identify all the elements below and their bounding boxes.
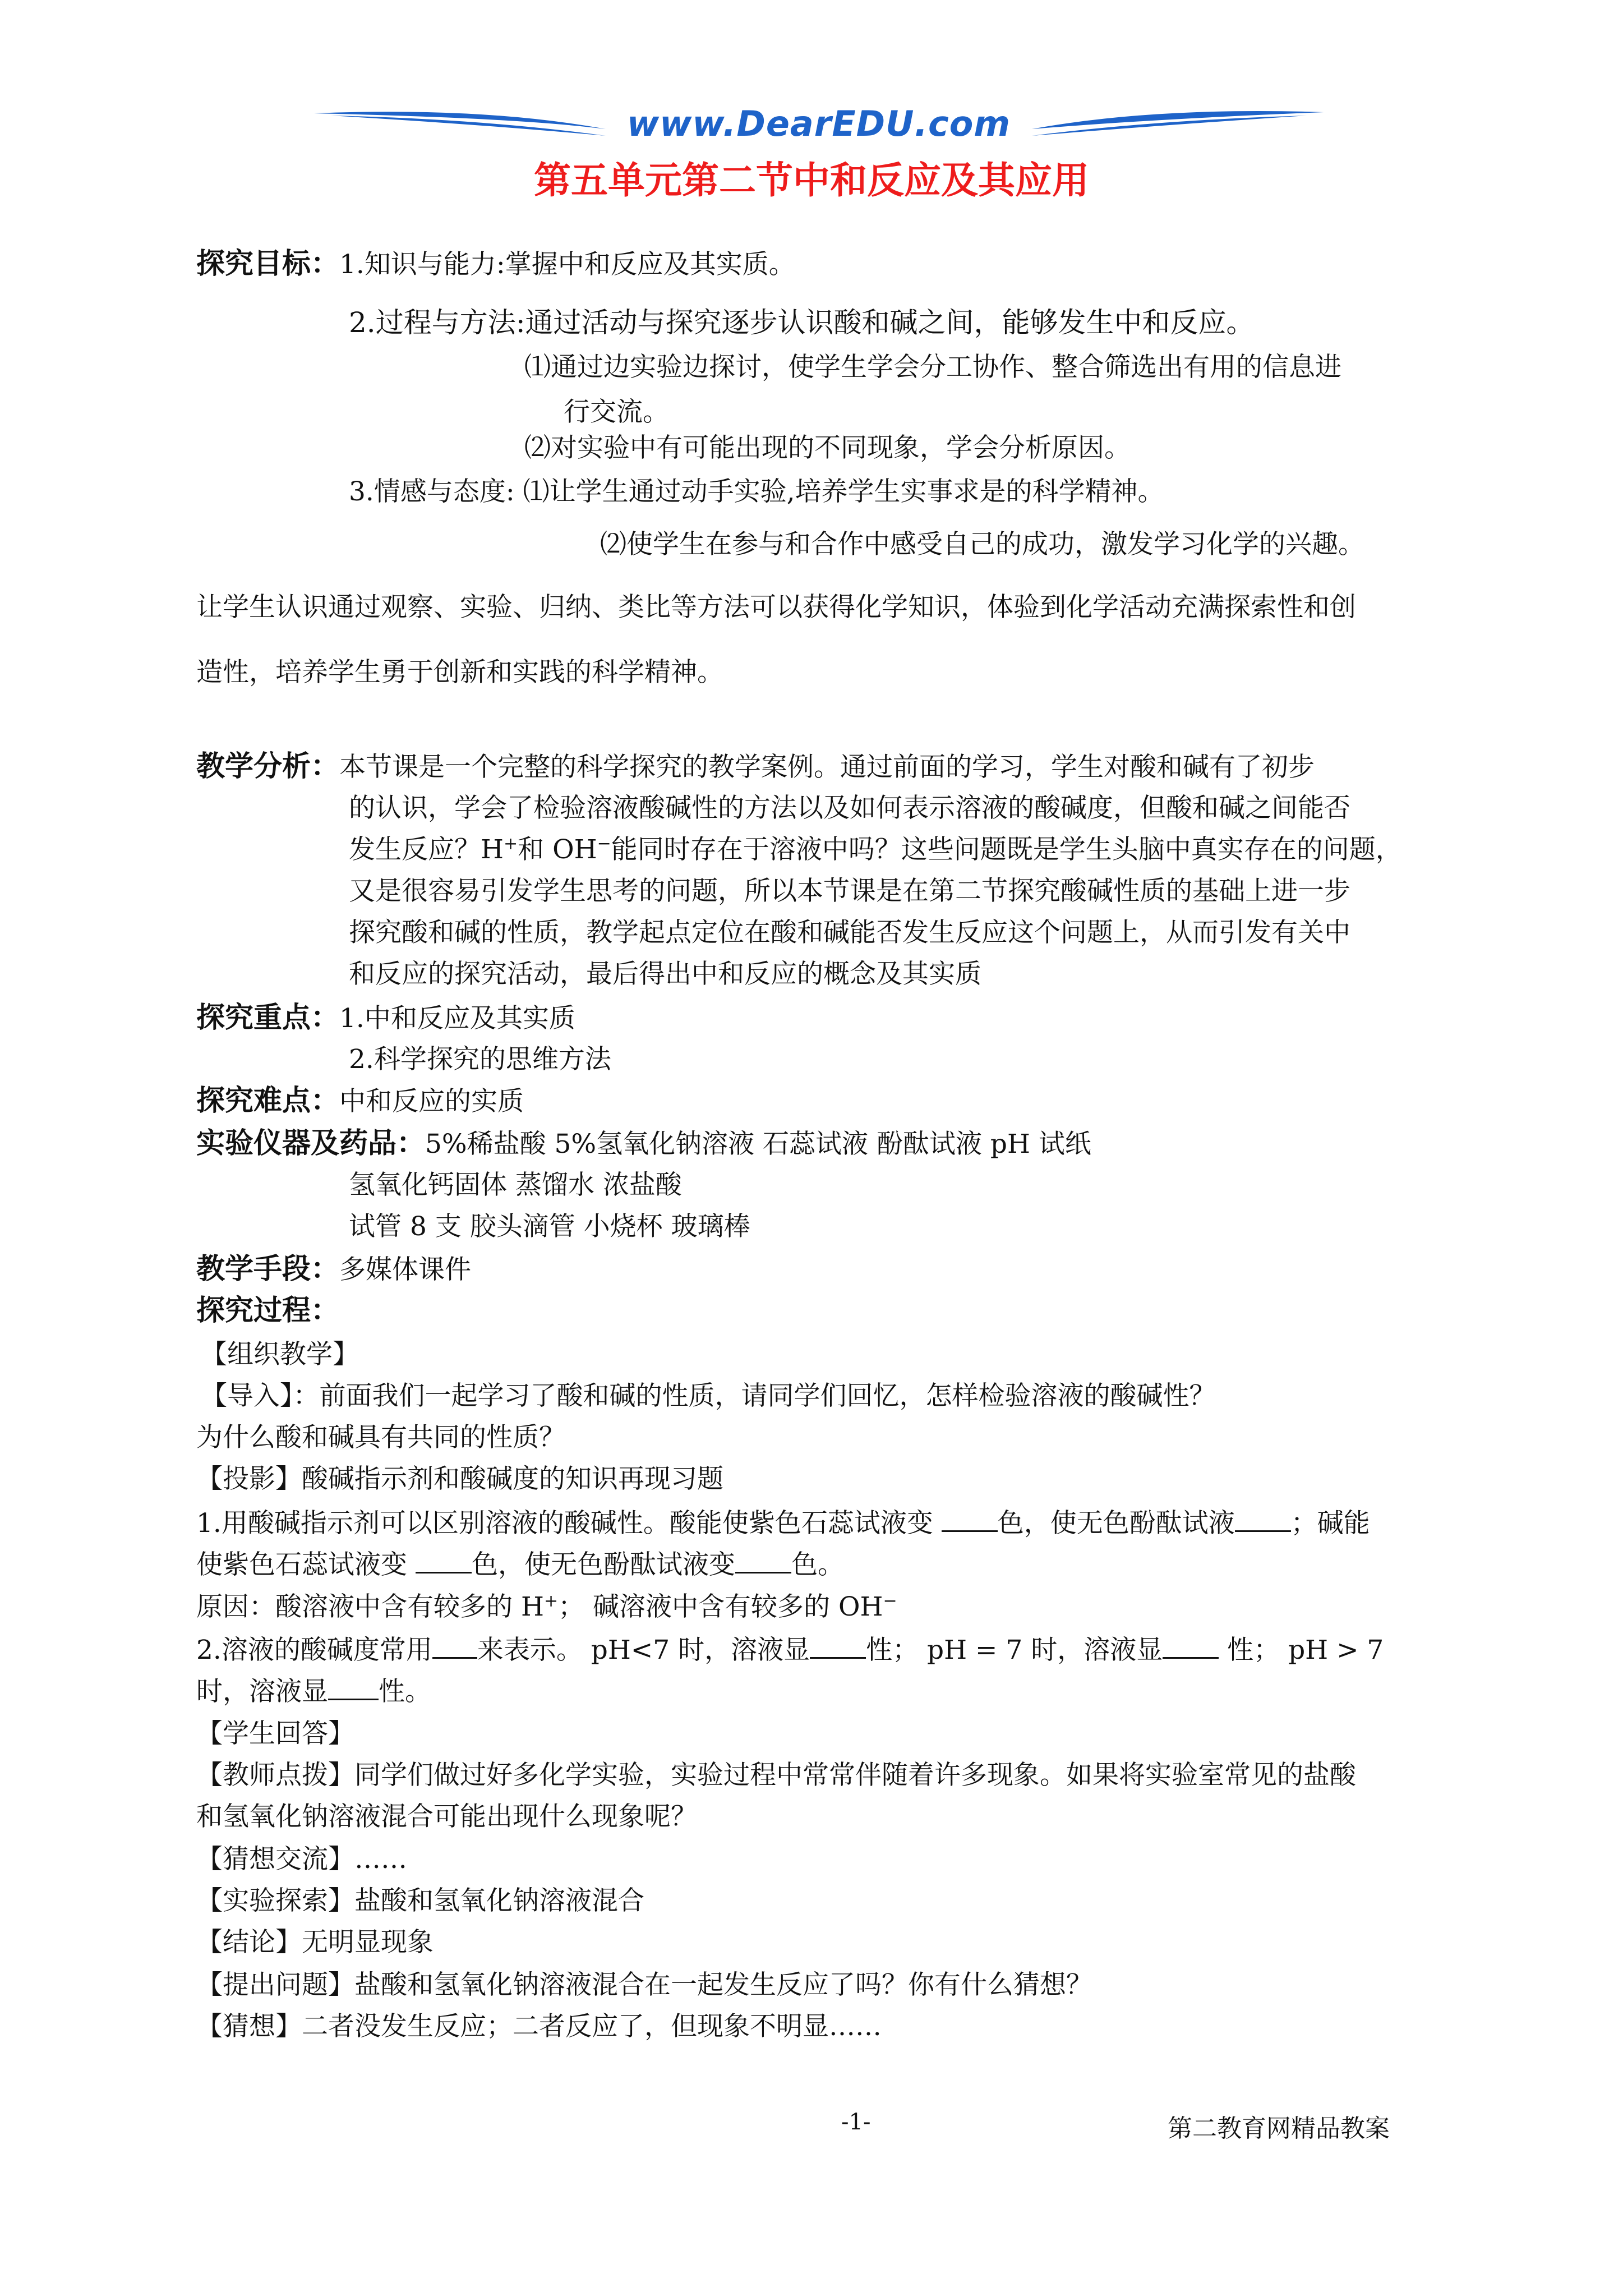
superscript-minus: − [597, 834, 611, 854]
guess: 【猜想】二者没发生反应；二者反应了，但现象不明显…… [196, 2011, 882, 2042]
materials-line-2: 氢氧化钙固体 蒸馏水 浓盐酸 [349, 1170, 682, 1200]
means-label: 教学手段： [196, 1253, 340, 1286]
q1-text-d: 使紫色石蕊试液变 [196, 1549, 407, 1580]
q1-text-a: 1.用酸碱指示剂可以区别溶液的酸碱性。酸能使紫色石蕊试液变 [196, 1508, 933, 1539]
q1-text-e: 色，使无色酚酞试液变 [471, 1549, 735, 1580]
analysis-line-2: 的认识，学会了检验溶液酸碱性的方法以及如何表示溶液的酸碱度，但酸和碱之间能否 [349, 793, 1350, 823]
process-label [196, 1294, 339, 1329]
goals-line-7: ⑵使学生在参与和合作中感受自己的成功，激发学习化学的兴趣。 [600, 529, 1364, 560]
means-line [196, 1252, 471, 1287]
reason-text-b: ； 碱溶液中含有较多的 OH [558, 1591, 883, 1622]
q2-text-f: 性。 [379, 1676, 431, 1707]
process-intro [201, 1379, 1216, 1414]
process-projection: 【投影】酸碱指示剂和酸碱度的知识再现习题 [196, 1464, 723, 1494]
question-2-line-1 [196, 1632, 1384, 1668]
raise-question: 【提出问题】盐酸和氢氧化钠溶液混合在一起发生反应了吗？你有什么猜想？ [196, 1970, 1092, 2000]
goals-line-6: 3.情感与态度: ⑴让学生通过动手实验,培养学生实事求是的科学精神。 [349, 476, 1164, 507]
teacher-hint-line-2: 和氢氧化钠溶液混合可能出现什么现象呢？ [196, 1801, 697, 1832]
difficulty-text: 中和反应的实质 [339, 1086, 524, 1117]
answer-blank [416, 1547, 472, 1573]
analysis-line-5: 探究酸和碱的性质，教学起点定位在酸和碱能否发生反应这个问题上，从而引发有关中 [349, 917, 1350, 948]
analysis-line-4: 又是很容易引发学生思考的问题，所以本节课是在第二节探究酸碱性质的基础上进一步 [349, 876, 1350, 907]
question-1-line-2 [196, 1547, 844, 1582]
q1-text-b: 色，使无色酚酞试液 [997, 1508, 1235, 1539]
analysis-text-3a: 发生反应？H [349, 834, 504, 865]
goals-line-2: 2.过程与方法:通过活动与探究逐步认识酸和碱之间，能够发生中和反应。 [349, 306, 1255, 339]
materials-label: 实验仪器及药品： [196, 1127, 426, 1160]
means-text: 多媒体课件 [339, 1254, 472, 1285]
answer-blank [1163, 1632, 1219, 1659]
difficulty-label: 探究难点： [196, 1084, 340, 1117]
key-points-line-2: 2.科学探究的思维方法 [349, 1044, 611, 1075]
difficulty-line [196, 1084, 524, 1119]
page-number: -1- [841, 2109, 871, 2135]
intro-tag: 【导入】 [201, 1381, 293, 1411]
superscript-plus: + [504, 834, 518, 854]
conclusion: 【结论】无明显现象 [196, 1927, 434, 1958]
analysis-line-6: 和反应的探究活动，最后得出中和反应的概念及其实质 [349, 959, 981, 990]
process-label-text: 探究过程： [196, 1294, 340, 1327]
analysis-text-3c: 能同时存在于溶液中吗？这些问题既是学生头脑中真实存在的问题， [611, 834, 1402, 865]
site-logo-text: www.DearEDU.com [626, 103, 1011, 144]
materials-line-1 [196, 1126, 1091, 1162]
goals-line-8: 让学生认识通过观察、实验、归纳、类比等方法可以获得化学知识，体验到化学活动充满探索性和创 [196, 592, 1356, 623]
q2-text-b: 来表示。 pH<7 时，溶液显 [477, 1635, 810, 1665]
goals-line-4: 行交流。 [564, 397, 669, 427]
analysis-text-1: 本节课是一个完整的科学探究的教学案例。通过前面的学习，学生对酸和碱有了初步 [339, 752, 1315, 783]
q1-text-f: 色。 [791, 1549, 844, 1580]
goals-label: 探究目标： [196, 247, 340, 280]
q2-text-c: 性； pH = 7 时，溶液显 [866, 1635, 1163, 1665]
answer-blank [735, 1547, 791, 1573]
student-answer: 【学生回答】 [196, 1718, 354, 1749]
intro-text: ：前面我们一起学习了酸和碱的性质，请同学们回忆，怎样检验溶液的酸碱性？ [293, 1381, 1216, 1411]
goals-line-5: ⑵对实验中有可能出现的不同现象，学会分析原因。 [524, 432, 1131, 463]
answer-blank [810, 1632, 866, 1659]
answer-blank [432, 1632, 477, 1659]
teacher-hint-line-1: 【教师点拨】同学们做过好多化学实验，实验过程中常常伴随着许多现象。如果将实验室常见的盐酸 [196, 1760, 1356, 1791]
goals-text-1: 1.知识与能力:掌握中和反应及其实质。 [339, 249, 795, 280]
answer-blank [328, 1674, 379, 1700]
process-organize: 【组织教学】 [201, 1339, 359, 1370]
process-intro-2: 为什么酸和碱具有共同的性质？ [196, 1422, 565, 1453]
question-2-line-2 [196, 1674, 431, 1709]
page-title: 第五单元第二节中和反应及其应用 [534, 159, 1089, 202]
answer-blank [942, 1506, 998, 1532]
goals-line-1 [196, 247, 795, 282]
analysis-line-1 [196, 749, 1315, 785]
analysis-label: 教学分析： [196, 750, 340, 783]
q2-text-d: 性； pH > 7 [1219, 1635, 1384, 1665]
materials-text-1: 5%稀盐酸 5%氢氧化钠溶液 石蕊试液 酚酞试液 pH 试纸 [425, 1129, 1091, 1159]
q1-text-c: ；碱能 [1290, 1508, 1370, 1539]
key-points-label: 探究重点： [196, 1001, 340, 1034]
superscript-minus: − [883, 1591, 897, 1611]
key-points-line-1 [196, 1001, 575, 1036]
materials-line-3: 试管 8 支 胶头滴管 小烧杯 玻璃棒 [349, 1211, 750, 1242]
key-points-text-1: 1.中和反应及其实质 [339, 1003, 575, 1034]
goals-line-9: 造性，培养学生勇于创新和实践的科学精神。 [196, 657, 723, 688]
superscript-plus: + [543, 1591, 559, 1611]
experiment-explore: 【实验探索】盐酸和氢氧化钠溶液混合 [196, 1885, 644, 1916]
q2-text-a: 2.溶液的酸碱度常用 [196, 1635, 432, 1665]
guess-exchange: 【猜想交流】…… [196, 1844, 407, 1875]
q2-text-e: 时，溶液显 [196, 1676, 328, 1707]
answer-blank [1235, 1506, 1291, 1532]
footer-brand: 第二教育网精品教案 [1168, 2114, 1390, 2143]
reason-line [196, 1590, 897, 1625]
analysis-line-3 [349, 832, 1402, 867]
question-1-line-1 [196, 1506, 1370, 1541]
reason-text-a: 原因：酸溶液中含有较多的 H [196, 1591, 544, 1622]
analysis-text-3b: 和 OH [518, 834, 597, 865]
site-logo [314, 95, 1324, 157]
goals-line-3: ⑴通过边实验边探讨，使学生学会分工协作、整合筛选出有用的信息进 [524, 352, 1341, 383]
